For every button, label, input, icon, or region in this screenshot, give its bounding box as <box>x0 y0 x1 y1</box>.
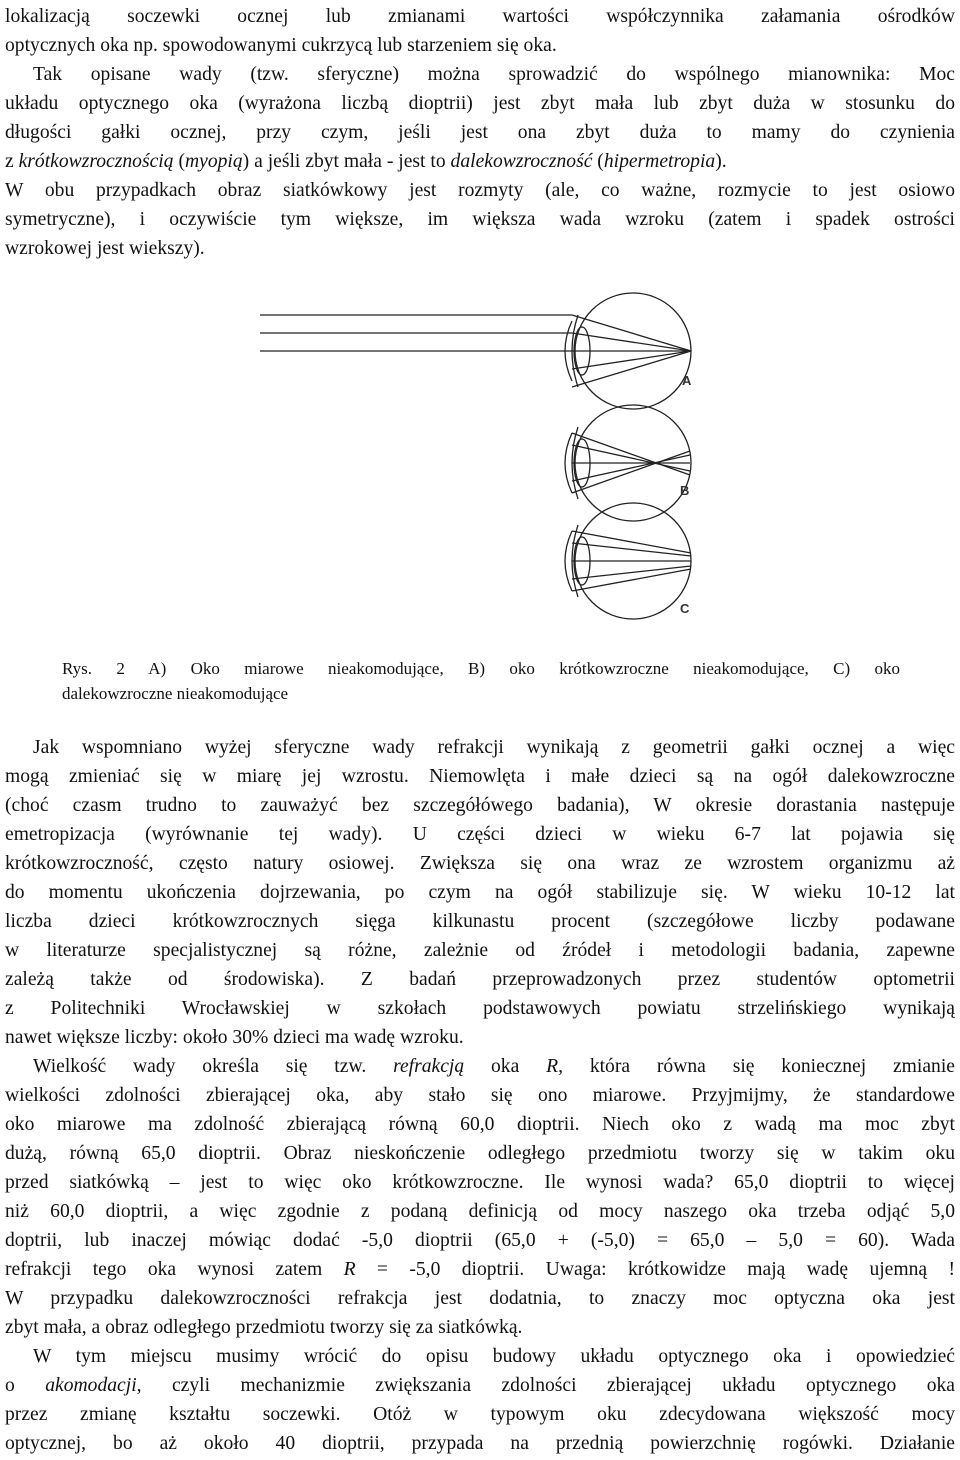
figure-label-b: B <box>680 483 690 498</box>
text-line: liczba dzieci krótkowzrocznych sięga kilkunastu procent (szczegółowe liczby podawane <box>5 911 955 932</box>
text-line: długości gałki ocznej, przy czym, jeśli jest ona zbyt duża to mamy do czynienia <box>5 122 955 143</box>
eye-a <box>260 293 691 409</box>
text-line: doptrii, lub inaczej mówiąc dodać -5,0 dioptrii (65,0 + (-5,0) = 65,0 – 5,0 = 60). Wada <box>5 1230 955 1251</box>
text-line: Wielkość wady określa się tzw. refrakcją oka R, która równa się koniecznej zmianie <box>33 1056 955 1077</box>
text-line: przed siatkówką – jest to więc oko krótkowzroczne. Ile wynosi wada? 65,0 dioptrii to więcej <box>5 1172 955 1193</box>
text-line: Jak wspomniano wyżej sferyczne wady refrakcji wynikają z geometrii gałki ocznej a więc <box>33 737 955 758</box>
text-line: symetryczne), i oczywiście tym większe, im większa wada wzroku (zatem i spadek ostrości <box>5 209 955 230</box>
text-line: mogą zmieniać się w miarę jej wzrostu. Niemowlęta i małe dzieci są na ogół dalekowzroczne <box>5 766 955 787</box>
term-myopia-pl: krótkowzrocznością <box>18 151 174 172</box>
text-line: zależą także od środowiska). Z badań przeprowadzonych przez studentów optometrii <box>5 969 955 990</box>
term-myopia: myopią <box>184 151 243 172</box>
caption-line: dalekowzroczne nieakomodujące <box>62 684 289 703</box>
text-line: W obu przypadkach obraz siatkówkowy jest rozmyty (ale, co ważne, rozmycie to jest osiowo <box>5 180 955 201</box>
term-hyperopia: hipermetropia <box>603 151 716 172</box>
text-line: niż 60,0 dioptrii, a więc zgodnie z podaną definicją od mocy naszego oka trzeba odjąć 5,0 <box>5 1201 955 1222</box>
text-line: układu optycznego oka (wyrażona liczbą dioptrii) jest zbyt mała lub zbyt duża w stosunku do <box>5 93 955 114</box>
symbol-r: R <box>546 1056 559 1077</box>
text-line: W tym miejscu musimy wrócić do opisu budowy układu optycznego oka i opowiedzieć <box>33 1346 955 1367</box>
text-line: W przypadku dalekowzroczności refrakcja jest dodatnia, to znaczy moc optyczna oka jest <box>5 1288 955 1309</box>
text-line: o akomodacji, czyli mechanizmie zwiększania zdolności zbierającej układu optycznego oka <box>5 1375 955 1396</box>
top-paragraphs <box>5 2 955 263</box>
eye-refraction-figure <box>260 285 720 630</box>
eye-diagram <box>260 285 720 630</box>
figure-label-a: A <box>682 373 692 388</box>
figure-caption <box>62 656 900 706</box>
caption-line: Rys. 2 A) Oko miarowe nieakomodujące, B) oko krótkowzroczne nieakomodujące, C) oko <box>62 659 900 678</box>
text-line: zbyt mała, a obraz odległego przedmiotu tworzy się za siatkówką. <box>5 1317 523 1338</box>
text-line: Tak opisane wady (tzw. sferyczne) można sprowadzić do wspólnego mianownika: Moc <box>33 64 955 85</box>
text-line: oko miarowe ma zdolność zbierającą równą 60,0 dioptrii. Niech oko z wadą ma moc zbyt <box>5 1114 955 1135</box>
text-line: emetropizacja (wyrównanie tej wady). U części dzieci w wieku 6-7 lat pojawia się <box>5 824 955 845</box>
text-line: dużą, równą 65,0 dioptrii. Obraz nieskończenie odległego przedmiotu tworzy się w takim oku <box>5 1143 955 1164</box>
figure-label-c: C <box>680 601 690 616</box>
text-line: optycznej, bo aż około 40 dioptrii, przypada na przednią powierzchnię rogówki. Działanie <box>5 1433 955 1454</box>
text-line: optycznych oka np. spowodowanymi cukrzycą lub starzeniem się oka. <box>5 35 557 56</box>
text-line: refrakcji tego oka wynosi zatem R = -5,0 dioptrii. Uwaga: krótkowidze mają wadę ujemną ! <box>5 1259 956 1280</box>
text-line: do momentu ukończenia dojrzewania, po czym na ogół stabilizuje się. W wieku 10-12 lat <box>5 882 955 903</box>
text-line: krótkowzroczność, często natury osiowej. Zwiększa się ona wraz ze wzrostem organizmu aż <box>5 853 955 874</box>
symbol-r: R <box>343 1259 356 1280</box>
text-line: nawet większe liczby: około 30% dzieci ma wadę wzroku. <box>5 1027 464 1048</box>
text-line: z Politechniki Wrocławskiej w szkołach podstawowych powiatu strzelińskiego wynikają <box>5 998 955 1019</box>
term-refraction: refrakcją <box>393 1056 465 1077</box>
text-line: lokalizacją soczewki ocznej lub zmianami wartości współczynnika załamania ośrodków <box>5 6 955 27</box>
term-accommodation: akomodacji <box>45 1375 137 1396</box>
text-line: przez zmianę kształtu soczewki. Otóż w typowym oku zdecydowana większość mocy <box>5 1404 955 1425</box>
text-line: (choć czasm trudno to zauważyć bez szczegółówego badania), W okresie dorastania następuje <box>5 795 955 816</box>
text-line: z krótkowzrocznością (myopią) a jeśli zbyt mała - jest to dalekowzroczność (hipermetropia). <box>5 151 727 172</box>
body-paragraphs <box>5 733 955 1458</box>
term-hyperopia-pl: dalekowzroczność <box>450 151 593 172</box>
text-line: w literaturze specjalistycznej są różne, zależnie od źródeł i metodologii badania, zapewne <box>5 940 955 961</box>
text-line: wzrokowej jest wiekszy). <box>5 238 205 259</box>
text-line: wielkości zdolności zbierającej oka, aby stało się ono miarowe. Przyjmijmy, że standardowe <box>5 1085 955 1106</box>
